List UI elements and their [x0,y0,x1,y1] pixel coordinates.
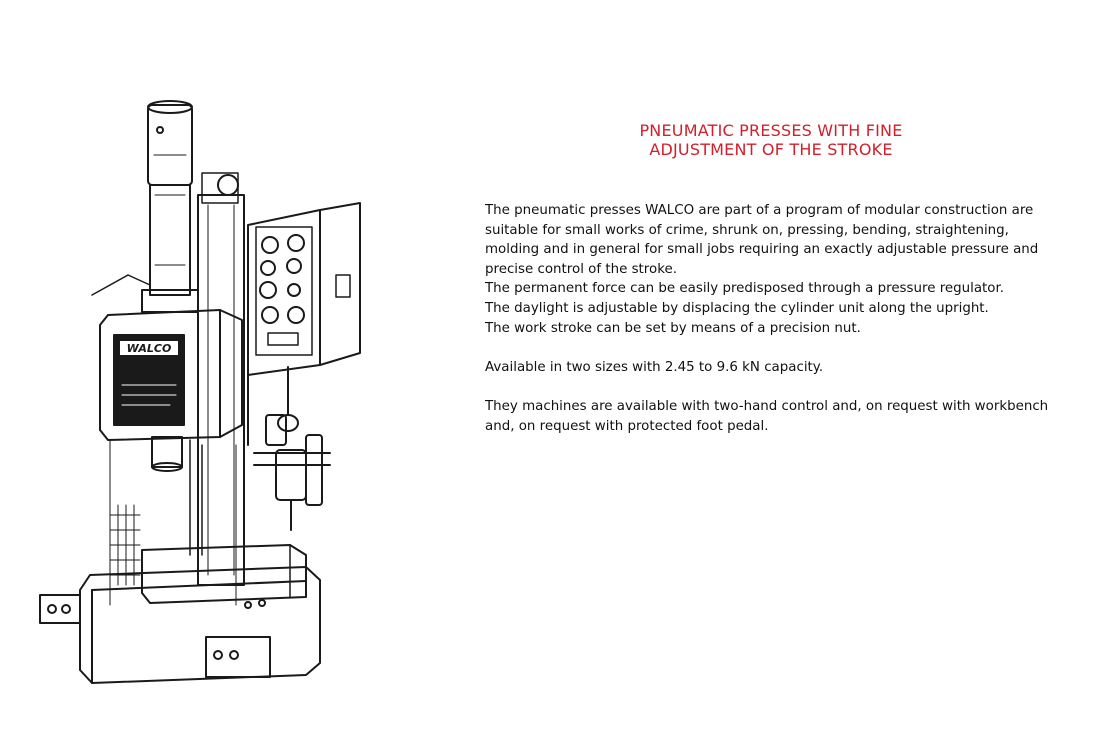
options-line: They machines are available with two-hand control and, on request with workbench [485,398,1049,414]
intro-line: precise control of the stroke. [485,261,677,277]
svg-text:WALCO: WALCO [126,342,172,355]
control-box [248,203,360,445]
description-panel [480,105,1085,550]
title-line-1: PNEUMATIC PRESSES WITH FINE [639,121,903,140]
cylinder-head [92,275,242,440]
capacity-line: Available in two sizes with 2.45 to 9.6 kN capacity. [485,359,824,375]
paragraph-gap [485,377,1065,397]
intro-line: molding and in general for small jobs requiring an exactly adjustable pressure and [485,242,1039,258]
filter-regulator [254,415,330,530]
description-text [485,201,1065,436]
title-line-2: ADJUSTMENT OF THE STROKE [649,140,893,159]
cylinder-top [142,101,198,312]
press-illustration [30,85,390,715]
force-line: The permanent force can be easily predisposed through a pressure regulator. [485,281,1005,297]
ram [152,437,202,555]
stroke-line: The work stroke can be set by means of a precision nut. [485,320,861,336]
paragraph-gap [485,338,1065,358]
options-line: and, on request with protected foot pedal. [485,418,769,434]
base [40,545,320,683]
page-title [480,121,1062,159]
intro-line: The pneumatic presses WALCO are part of a program of modular construction are [485,203,1034,218]
guard-mesh [110,440,236,605]
intro-line: suitable for small works of crime, shrunk on, pressing, bending, straightening, [485,222,1009,238]
daylight-line: The daylight is adjustable by displacing the cylinder unit along the upright. [485,300,989,316]
